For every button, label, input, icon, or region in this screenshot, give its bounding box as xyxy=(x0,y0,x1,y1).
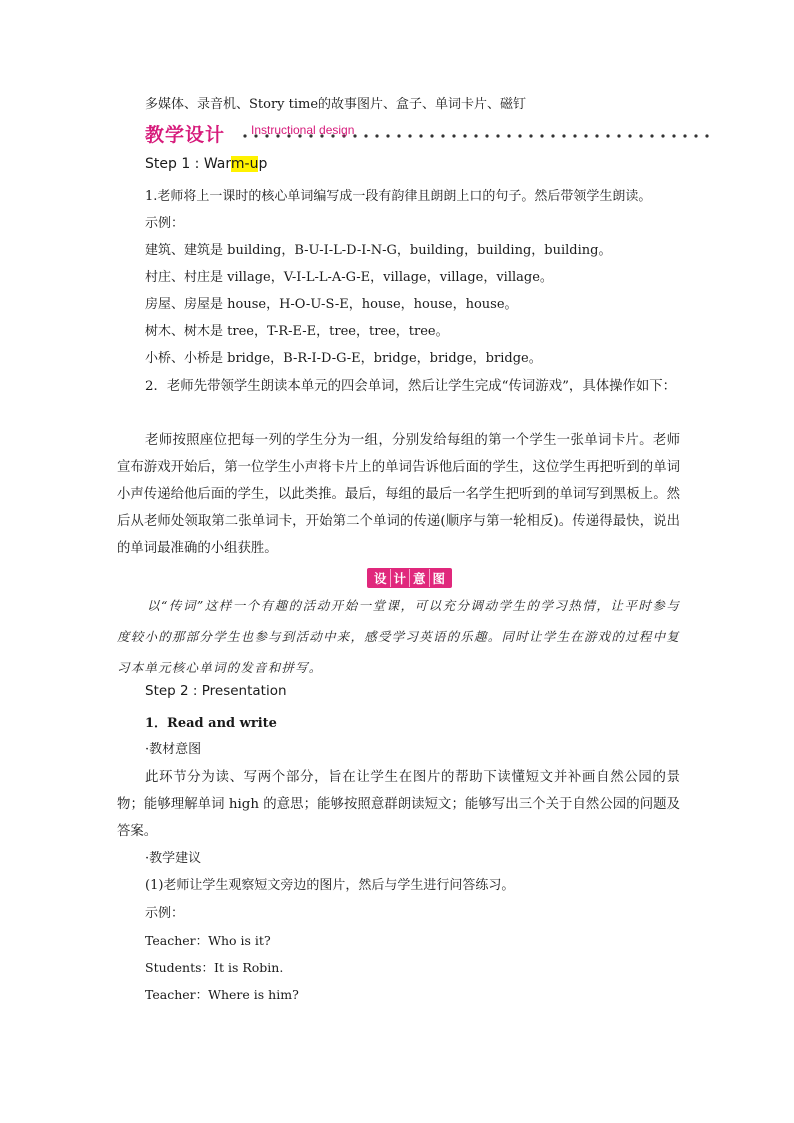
step1-title-post: p xyxy=(258,156,268,172)
section-heading-cn: 教学设计 xyxy=(145,124,226,146)
dialog-line: Students：It is Robin. xyxy=(145,960,284,975)
step1-paragraph-1: 1.老师将上一课时的核心单词编写成一段有韵律且朗朗上口的句子。然后带领学生朗读。 xyxy=(145,189,652,204)
textbook-intent-label: ·教材意图 xyxy=(145,742,202,757)
chant-line: 小桥、小桥是 bridge，B-R-I-D-G-E，bridge，bridge，bridge。 xyxy=(145,351,542,366)
chant-line: 房屋、房屋是 house，H-O-U-S-E，house，house，house。 xyxy=(145,297,518,312)
step2-title: Step 2 : Presentation xyxy=(145,683,287,699)
advice-item: (1)老师让学生观察短文旁边的图片，然后与学生进行问答练习。 xyxy=(145,878,515,893)
example-label: 示例： xyxy=(145,216,185,231)
step1-title-highlight: m-u xyxy=(230,156,259,172)
badge-char: 设 xyxy=(371,569,391,587)
chant-line: 树木、树木是 tree，T-R-E-E，tree，tree，tree。 xyxy=(145,324,449,339)
chant-line: 村庄、村庄是 village，V-I-L-L-A-G-E，village，village，village。 xyxy=(145,270,553,285)
example-label-2: 示例： xyxy=(145,906,185,921)
badge-char: 图 xyxy=(432,571,446,586)
read-write-heading: 1．Read and write xyxy=(145,716,277,731)
step1-paragraph-2: 2．老师先带领学生朗读本单元的四会单词，然后让学生完成“传词游戏”，具体操作如下： xyxy=(145,379,677,394)
teaching-advice-label: ·教学建议 xyxy=(145,851,202,866)
section-heading-en: Instructional design xyxy=(251,123,355,137)
step1-title-pre: Step 1 : War xyxy=(145,156,231,172)
section-heading xyxy=(145,120,715,150)
step1-title xyxy=(145,155,267,173)
design-intent-text: 以“传词”这样一个有趣的活动开始一堂课，可以充分调动学生的学习热情，让平时参与度较小的那部分学生也参与到活动中来，感受学习英语的乐趣。同时让学生在游戏的过程中复习本单元核心单词的发音和拼写。 xyxy=(117,598,680,675)
design-intent-badge xyxy=(367,568,452,588)
dialog-line: Teacher：Who is it? xyxy=(145,933,271,948)
chant-line: 建筑、建筑是 building，B-U-I-L-D-I-N-G，building，building，building。 xyxy=(145,243,612,258)
textbook-intent-text: 此环节分为读、写两个部分，旨在让学生在图片的帮助下读懂短文并补画自然公园的景物；能够理解单词 high 的意思；能够按照意群朗读短文；能够写出三个关于自然公园的问题及答案。 xyxy=(117,770,680,839)
materials-line: 多媒体、录音机、Story time的故事图片、盒子、单词卡片、磁钉 xyxy=(145,97,527,112)
badge-char: 计 xyxy=(391,569,411,587)
step1-paragraph-3: 老师按照座位把每一列的学生分为一组，分别发给每组的第一个学生一张单词卡片。老师宣布游戏开始后，第一位学生小声将卡片上的单词告诉他后面的学生，这位学生再把听到的单词小声传递给他后面的学生，以此类推。最后，每组的最后一名学生把听到的单词写到黑板上。然后从老师处领取第二张单词卡，开始第二个单词的传递(顺序与第一轮相反)。传递得最快，说出的单词最准确的小组获胜。 xyxy=(117,433,680,556)
dialog-line: Teacher：Where is him? xyxy=(145,987,299,1002)
badge-char: 意 xyxy=(410,569,430,587)
